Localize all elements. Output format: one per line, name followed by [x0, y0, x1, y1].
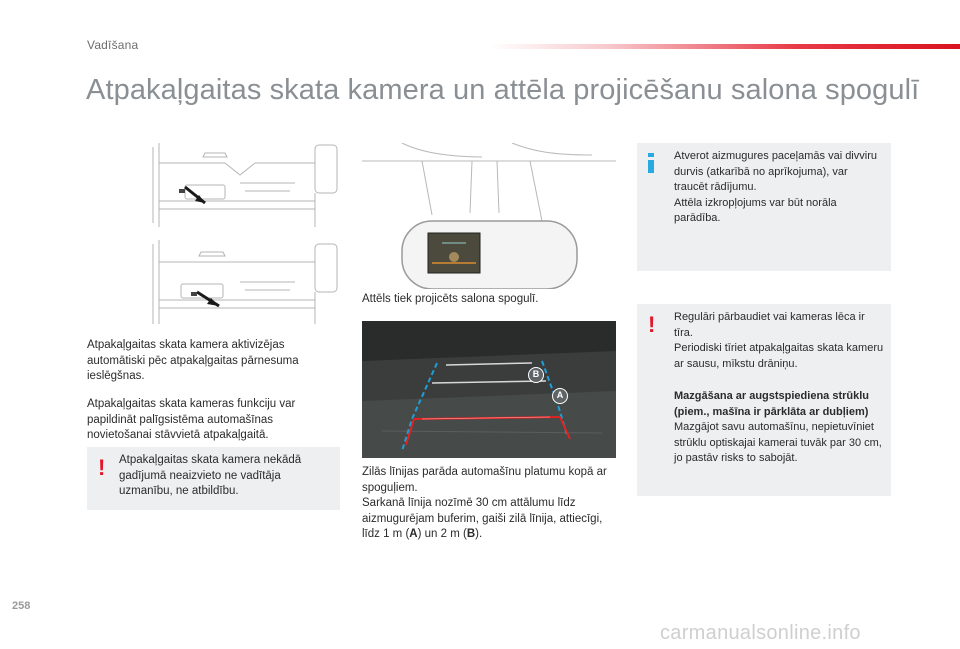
exclamation-icon: !: [648, 312, 656, 337]
warning-high-pressure-text: Mazgājot savu automašīnu, nepietuvīniet strūklu optiskajai kamerai tuvāk par 30 cm, jo pastāv risks to sabojāt.: [674, 421, 882, 464]
van-rear-illustration-bottom: [145, 240, 340, 325]
activation-paragraph: Atpakaļgaitas skata kamera aktivizējas automātiski pēc atpakaļgaitas pārnesuma ieslēgšnas.: [87, 339, 299, 382]
info-doors-text: Atverot aizmugures paceļamās vai divviru durvis (atkarībā no aprīkojuma), var traucēt rādījumu. Attēla izkropļojums var būt norāla parādība.: [674, 150, 877, 224]
van-rear-illustration-top: [145, 143, 340, 228]
exclamation-icon: !: [98, 455, 106, 480]
distance-lines-end: ).: [475, 528, 483, 540]
info-icon: [648, 153, 654, 173]
section-label: Vadīšana: [87, 38, 139, 52]
warning-box-cleaning: [637, 304, 891, 496]
label-b: B: [466, 528, 476, 540]
distance-lines-text: [362, 496, 618, 543]
warning-cleaning-text: Regulāri pārbaudiet vai kameras lēca ir tīra. Periodiski tīriet atpakaļgaitas skata kameru ar sausu, mīkstu drāniņu.: [674, 311, 884, 370]
distance-marker-a: A: [552, 388, 568, 404]
label-a: A: [409, 528, 418, 540]
warning-attention-text: Atpakaļgaitas skata kamera nekādā gadījumā neaizvieto ne vadītāja uzmanību, ne atbildību.: [119, 454, 302, 497]
blue-lines-text: Zilās līnijas parāda automašīnu platumu kopā ar spoguļiem.: [362, 466, 607, 494]
header-accent-bar: [490, 44, 960, 49]
distance-marker-b: B: [528, 367, 544, 383]
rear-view-mirror-illustration: [362, 143, 616, 289]
distance-lines-start: Sarkanā līnija nozīmē 30 cm attālumu līdz aizmugurējam buferim, gaiši zilā līnija, attiecīgi, līdz 1 m (: [362, 497, 603, 540]
distance-lines-mid: ) un 2 m (: [417, 528, 467, 540]
page-title: Atpakaļgaitas skata kamera un attēla projicēšanu salona spogulī: [86, 74, 920, 106]
camera-display-illustration: [362, 321, 616, 458]
page-number: 258: [12, 600, 31, 612]
guidelines-description: [362, 465, 618, 543]
watermark: carmanualsonline.info: [660, 622, 861, 644]
warning-box-attention: [87, 447, 340, 510]
warning-high-pressure-heading: Mazgāšana ar augstspiediena strūklu (piem., mašīna ir pārklāta ar dubļiem): [674, 390, 870, 418]
mirror-caption: Attēls tiek projicēts salona spogulī.: [362, 293, 539, 305]
parking-assist-paragraph: Atpakaļgaitas skata kameras funkciju var papildināt palīgsistēma automašīnas novietošanai stāvvietā atpakaļgaitā.: [87, 398, 296, 441]
info-box-doors: [637, 143, 891, 271]
